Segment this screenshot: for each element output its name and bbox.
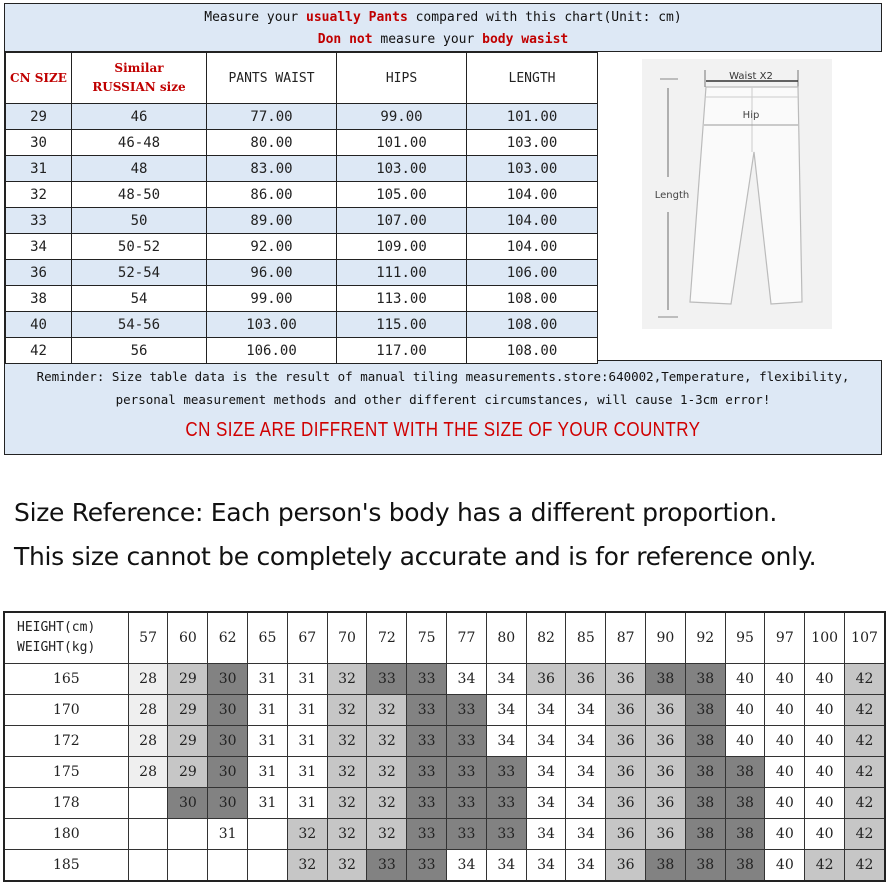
svg-text:Hip: Hip xyxy=(742,110,760,121)
usually-pants-highlight: usually Pants xyxy=(306,10,408,25)
size-value-cell: 34 xyxy=(486,726,526,757)
size-value-cell: 34 xyxy=(486,664,526,695)
size-value-cell: 36 xyxy=(606,664,646,695)
size-value-cell: 28 xyxy=(128,757,168,788)
height-weight-corner: HEIGHT(cm) WEIGHT(kg) xyxy=(4,612,128,664)
size-value-cell: 36 xyxy=(566,664,606,695)
size-value-cell: 34 xyxy=(526,695,566,726)
size-value-cell: 33 xyxy=(447,695,487,726)
size-cell-waist: 89.00 xyxy=(207,208,337,234)
size-value-cell: 31 xyxy=(248,695,288,726)
size-value-cell: 31 xyxy=(248,757,288,788)
size-row xyxy=(6,234,598,260)
size-value-cell: 33 xyxy=(447,788,487,819)
size-table xyxy=(5,52,598,364)
size-row xyxy=(6,338,598,364)
size-value-cell: 28 xyxy=(128,726,168,757)
size-cell-length: 104.00 xyxy=(467,234,598,260)
size-cell-ru: 54-56 xyxy=(72,312,207,338)
size-value-cell: 38 xyxy=(685,757,725,788)
height-row xyxy=(4,664,885,695)
size-value-cell: 34 xyxy=(526,788,566,819)
size-value-cell: 36 xyxy=(606,757,646,788)
size-value-cell: 32 xyxy=(327,726,367,757)
size-cell-hips: 111.00 xyxy=(337,260,467,286)
reminder-line-2: personal measurement methods and other different circumstances, will cause 1-3cm error! xyxy=(115,392,771,407)
size-value-cell: 40 xyxy=(805,757,845,788)
height-row xyxy=(4,726,885,757)
size-value-cell: 31 xyxy=(287,695,327,726)
size-value-cell: 30 xyxy=(208,695,248,726)
size-value-cell: 36 xyxy=(606,819,646,850)
size-value-cell: 32 xyxy=(367,726,407,757)
size-value-cell: 33 xyxy=(407,695,447,726)
size-value-cell: 34 xyxy=(486,850,526,882)
size-cell-waist: 103.00 xyxy=(207,312,337,338)
size-cell-cn: 36 xyxy=(6,260,72,286)
size-value-cell: 28 xyxy=(128,695,168,726)
size-value-cell: 42 xyxy=(845,788,885,819)
size-cell-waist: 106.00 xyxy=(207,338,337,364)
size-value-cell: 34 xyxy=(526,850,566,882)
col-hips: HIPS xyxy=(337,53,467,104)
size-value-cell: 40 xyxy=(725,695,765,726)
size-cell-waist: 99.00 xyxy=(207,286,337,312)
size-cell-ru: 48 xyxy=(72,156,207,182)
size-value-cell: 38 xyxy=(725,788,765,819)
size-value-cell: 29 xyxy=(168,664,208,695)
size-value-cell: 30 xyxy=(208,726,248,757)
size-cell-hips: 109.00 xyxy=(337,234,467,260)
size-cell-cn: 32 xyxy=(6,182,72,208)
size-value-cell: 33 xyxy=(447,757,487,788)
pants-diagram-icon xyxy=(598,52,882,360)
height-label-cell: 175 xyxy=(4,757,128,788)
size-cell-hips: 105.00 xyxy=(337,182,467,208)
size-row xyxy=(6,156,598,182)
size-value-cell: 34 xyxy=(566,850,606,882)
size-value-cell: 40 xyxy=(805,726,845,757)
size-cell-hips: 115.00 xyxy=(337,312,467,338)
svg-text:Length: Length xyxy=(654,190,690,201)
height-label-cell: 165 xyxy=(4,664,128,695)
size-cell-ru: 54 xyxy=(72,286,207,312)
size-row xyxy=(6,182,598,208)
size-value-cell xyxy=(248,850,288,882)
size-value-cell: 38 xyxy=(646,850,686,882)
size-cell-ru: 48-50 xyxy=(72,182,207,208)
size-value-cell: 40 xyxy=(765,788,805,819)
weight-header-cell: 57 xyxy=(128,612,168,664)
size-value-cell: 38 xyxy=(685,819,725,850)
size-cell-length: 108.00 xyxy=(467,286,598,312)
size-value-cell xyxy=(168,850,208,882)
size-value-cell: 36 xyxy=(606,695,646,726)
size-cell-length: 106.00 xyxy=(467,260,598,286)
size-cell-hips: 103.00 xyxy=(337,156,467,182)
size-value-cell: 34 xyxy=(526,726,566,757)
size-value-cell: 40 xyxy=(765,664,805,695)
size-value-cell: 31 xyxy=(248,726,288,757)
size-cell-hips: 113.00 xyxy=(337,286,467,312)
size-value-cell: 38 xyxy=(646,664,686,695)
weight-header-cell: 90 xyxy=(646,612,686,664)
size-value-cell: 32 xyxy=(327,695,367,726)
size-value-cell: 33 xyxy=(407,850,447,882)
size-cell-hips: 101.00 xyxy=(337,130,467,156)
size-value-cell: 36 xyxy=(646,819,686,850)
size-cell-cn: 29 xyxy=(6,104,72,130)
size-value-cell: 33 xyxy=(407,726,447,757)
weight-header-cell: 82 xyxy=(526,612,566,664)
pants-measurement-diagram xyxy=(597,52,882,360)
size-value-cell: 42 xyxy=(845,757,885,788)
size-value-cell: 34 xyxy=(566,788,606,819)
size-value-cell: 34 xyxy=(566,695,606,726)
size-value-cell: 34 xyxy=(486,695,526,726)
size-value-cell: 32 xyxy=(327,850,367,882)
pants-size-chart xyxy=(4,3,882,455)
size-value-cell: 32 xyxy=(287,819,327,850)
size-row xyxy=(6,208,598,234)
size-value-cell: 33 xyxy=(486,757,526,788)
size-cell-waist: 83.00 xyxy=(207,156,337,182)
size-value-cell xyxy=(128,788,168,819)
weight-header-cell: 92 xyxy=(685,612,725,664)
size-value-cell: 42 xyxy=(845,695,885,726)
height-label-cell: 180 xyxy=(4,819,128,850)
size-value-cell: 32 xyxy=(327,819,367,850)
weight-header-cell: 67 xyxy=(287,612,327,664)
size-row xyxy=(6,104,598,130)
weight-header-cell: 80 xyxy=(486,612,526,664)
weight-header-cell: 65 xyxy=(248,612,288,664)
size-value-cell: 42 xyxy=(845,850,885,882)
size-cell-cn: 34 xyxy=(6,234,72,260)
size-value-cell: 36 xyxy=(646,726,686,757)
size-value-cell xyxy=(128,819,168,850)
size-value-cell: 33 xyxy=(407,664,447,695)
size-cell-hips: 99.00 xyxy=(337,104,467,130)
height-row xyxy=(4,819,885,850)
size-cell-ru: 50-52 xyxy=(72,234,207,260)
size-value-cell: 31 xyxy=(287,757,327,788)
size-value-cell: 38 xyxy=(685,788,725,819)
size-cell-cn: 33 xyxy=(6,208,72,234)
size-value-cell: 40 xyxy=(765,819,805,850)
size-value-cell: 32 xyxy=(367,819,407,850)
size-value-cell: 34 xyxy=(447,850,487,882)
size-value-cell: 36 xyxy=(606,850,646,882)
size-value-cell: 34 xyxy=(526,757,566,788)
size-value-cell: 40 xyxy=(805,695,845,726)
size-row xyxy=(6,130,598,156)
size-value-cell: 38 xyxy=(685,850,725,882)
size-value-cell: 33 xyxy=(367,664,407,695)
size-value-cell: 33 xyxy=(407,788,447,819)
size-value-cell: 38 xyxy=(725,850,765,882)
size-value-cell: 31 xyxy=(248,788,288,819)
weight-header-cell: 77 xyxy=(447,612,487,664)
size-value-cell: 33 xyxy=(447,819,487,850)
weight-header-cell: 60 xyxy=(168,612,208,664)
size-value-cell: 29 xyxy=(168,726,208,757)
height-label-cell: 178 xyxy=(4,788,128,819)
size-value-cell: 31 xyxy=(287,726,327,757)
size-value-cell: 40 xyxy=(765,726,805,757)
header-line-2: Don not measure your body wasist xyxy=(317,32,569,47)
weight-header-row xyxy=(4,612,885,664)
size-value-cell: 31 xyxy=(248,664,288,695)
size-value-cell: 40 xyxy=(765,695,805,726)
size-value-cell: 32 xyxy=(327,664,367,695)
size-cell-ru: 56 xyxy=(72,338,207,364)
size-value-cell: 42 xyxy=(805,850,845,882)
size-cell-length: 103.00 xyxy=(467,156,598,182)
size-row xyxy=(6,260,598,286)
size-cell-waist: 86.00 xyxy=(207,182,337,208)
size-value-cell: 31 xyxy=(287,664,327,695)
size-table-header xyxy=(6,53,598,104)
size-value-cell: 33 xyxy=(486,788,526,819)
height-row xyxy=(4,757,885,788)
weight-header-cell: 97 xyxy=(765,612,805,664)
size-value-cell: 34 xyxy=(526,819,566,850)
size-row xyxy=(6,286,598,312)
size-value-cell: 32 xyxy=(327,788,367,819)
size-cell-length: 104.00 xyxy=(467,182,598,208)
size-value-cell: 33 xyxy=(407,757,447,788)
size-value-cell: 33 xyxy=(447,726,487,757)
height-label-cell: 172 xyxy=(4,726,128,757)
size-value-cell: 33 xyxy=(407,819,447,850)
size-value-cell: 40 xyxy=(765,757,805,788)
size-value-cell: 36 xyxy=(646,757,686,788)
size-cell-length: 104.00 xyxy=(467,208,598,234)
size-value-cell: 34 xyxy=(566,726,606,757)
size-chart-header xyxy=(5,4,881,52)
size-value-cell: 38 xyxy=(685,664,725,695)
size-value-cell: 34 xyxy=(566,757,606,788)
size-cell-length: 108.00 xyxy=(467,312,598,338)
size-cell-waist: 80.00 xyxy=(207,130,337,156)
col-length: LENGTH xyxy=(467,53,598,104)
cn-size-warning: CN SIZE ARE DIFFRENT WITH THE SIZE OF YOUR COUNTRY xyxy=(185,419,701,441)
size-value-cell: 32 xyxy=(327,757,367,788)
size-cell-length: 101.00 xyxy=(467,104,598,130)
size-cell-cn: 30 xyxy=(6,130,72,156)
weight-header-cell: 62 xyxy=(208,612,248,664)
size-value-cell: 42 xyxy=(845,819,885,850)
size-value-cell: 40 xyxy=(805,664,845,695)
size-cell-cn: 31 xyxy=(6,156,72,182)
col-pants-waist: PANTS WAIST xyxy=(207,53,337,104)
weight-header-cell: 70 xyxy=(327,612,367,664)
weight-header-cell: 107 xyxy=(845,612,885,664)
size-value-cell: 42 xyxy=(845,726,885,757)
height-row xyxy=(4,695,885,726)
size-cell-hips: 117.00 xyxy=(337,338,467,364)
size-value-cell: 38 xyxy=(725,757,765,788)
size-value-cell: 30 xyxy=(208,757,248,788)
size-value-cell: 30 xyxy=(168,788,208,819)
size-value-cell: 31 xyxy=(287,788,327,819)
size-value-cell: 36 xyxy=(526,664,566,695)
size-reference-line-1: Size Reference: Each person's body has a different proportion. xyxy=(14,498,777,527)
height-row xyxy=(4,850,885,882)
size-value-cell: 40 xyxy=(805,819,845,850)
size-value-cell xyxy=(208,850,248,882)
size-value-cell: 40 xyxy=(805,788,845,819)
size-cell-waist: 77.00 xyxy=(207,104,337,130)
size-value-cell: 38 xyxy=(685,695,725,726)
size-cell-cn: 40 xyxy=(6,312,72,338)
size-value-cell: 32 xyxy=(367,757,407,788)
size-value-cell: 33 xyxy=(367,850,407,882)
size-value-cell: 30 xyxy=(208,788,248,819)
weight-header-cell: 100 xyxy=(805,612,845,664)
weight-header-cell: 72 xyxy=(367,612,407,664)
size-value-cell: 36 xyxy=(646,695,686,726)
reminder-line-1: Reminder: Size table data is the result of manual tiling measurements.store:640002,Temperature, flexibility, xyxy=(36,369,850,384)
height-label-cell: 170 xyxy=(4,695,128,726)
size-value-cell: 30 xyxy=(208,664,248,695)
size-value-cell: 42 xyxy=(845,664,885,695)
size-value-cell: 40 xyxy=(725,726,765,757)
size-reference-line-2: This size cannot be completely accurate and is for reference only. xyxy=(14,542,817,571)
size-value-cell: 38 xyxy=(725,819,765,850)
size-cell-waist: 92.00 xyxy=(207,234,337,260)
size-value-cell: 34 xyxy=(566,819,606,850)
size-cell-ru: 46 xyxy=(72,104,207,130)
size-value-cell: 36 xyxy=(646,788,686,819)
size-value-cell: 36 xyxy=(606,788,646,819)
size-cell-ru: 52-54 xyxy=(72,260,207,286)
weight-header-cell: 85 xyxy=(566,612,606,664)
height-row xyxy=(4,788,885,819)
size-value-cell: 40 xyxy=(765,850,805,882)
size-cell-cn: 42 xyxy=(6,338,72,364)
size-cell-waist: 96.00 xyxy=(207,260,337,286)
size-value-cell: 32 xyxy=(367,695,407,726)
col-cn-size: CN SIZE xyxy=(6,53,72,104)
height-label-cell: 185 xyxy=(4,850,128,882)
size-value-cell: 29 xyxy=(168,757,208,788)
size-value-cell xyxy=(248,819,288,850)
size-cell-ru: 46-48 xyxy=(72,130,207,156)
size-cell-length: 103.00 xyxy=(467,130,598,156)
size-value-cell: 33 xyxy=(486,819,526,850)
size-value-cell: 36 xyxy=(606,726,646,757)
size-cell-ru: 50 xyxy=(72,208,207,234)
height-weight-size-table xyxy=(3,611,886,882)
col-russian-size: Similar RUSSIAN size xyxy=(72,53,207,104)
svg-text:Waist X2: Waist X2 xyxy=(729,71,773,82)
size-value-cell: 28 xyxy=(128,664,168,695)
size-value-cell xyxy=(168,819,208,850)
weight-header-cell: 95 xyxy=(725,612,765,664)
size-value-cell: 29 xyxy=(168,695,208,726)
size-value-cell: 34 xyxy=(447,664,487,695)
size-value-cell: 31 xyxy=(208,819,248,850)
size-chart-footer xyxy=(5,360,881,454)
weight-header-cell: 75 xyxy=(407,612,447,664)
size-cell-hips: 107.00 xyxy=(337,208,467,234)
size-value-cell: 32 xyxy=(367,788,407,819)
size-value-cell xyxy=(128,850,168,882)
size-value-cell: 40 xyxy=(725,664,765,695)
size-cell-cn: 38 xyxy=(6,286,72,312)
size-value-cell: 38 xyxy=(685,726,725,757)
weight-header-cell: 87 xyxy=(606,612,646,664)
header-line-1: Measure your usually Pants compared with this chart(Unit: cm) xyxy=(204,10,682,25)
size-row xyxy=(6,312,598,338)
size-value-cell: 32 xyxy=(287,850,327,882)
size-cell-length: 108.00 xyxy=(467,338,598,364)
